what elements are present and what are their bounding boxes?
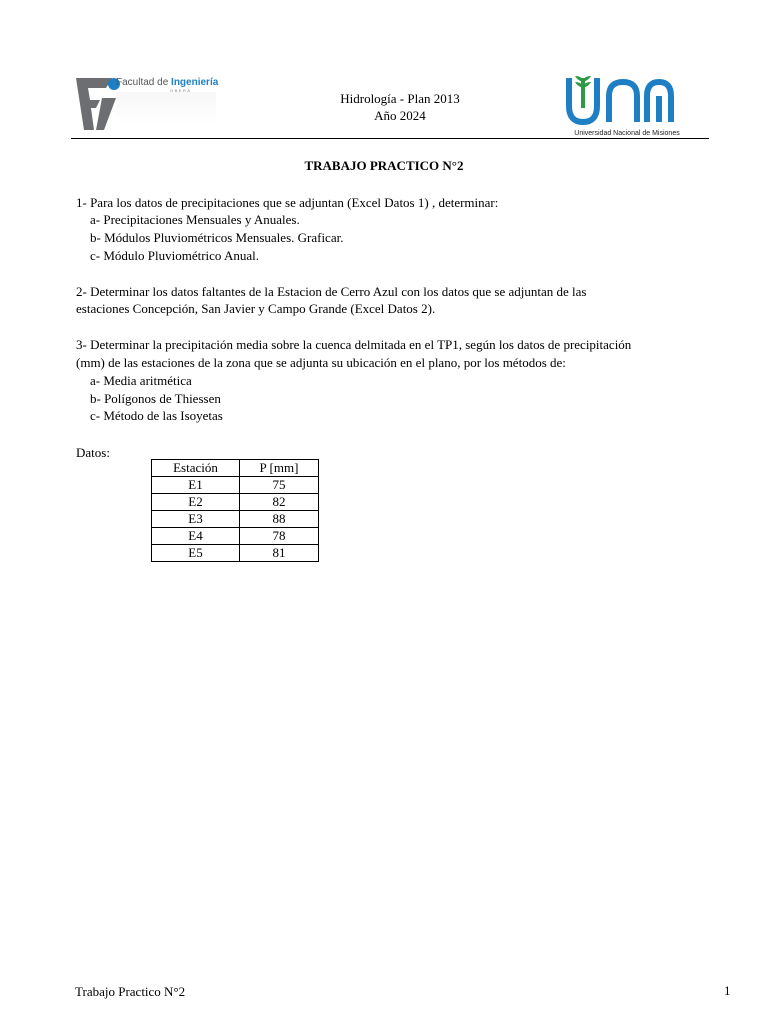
- faculty-logo-band: [116, 92, 216, 124]
- item3-line2: (mm) de las estaciones de la zona que se adjunta su ubicación en el plano, por los métodos de:: [76, 355, 566, 370]
- page-title: TRABAJO PRACTICO N°2: [304, 158, 464, 173]
- table-cell-station: E5: [152, 545, 240, 562]
- table-row: [152, 477, 319, 494]
- header-divider: [71, 138, 709, 139]
- item1-sub-a: a- Precipitaciones Mensuales y Anuales.: [90, 212, 300, 227]
- table-cell-station: E3: [152, 511, 240, 528]
- item2-line1: 2- Determinar los datos faltantes de la Estacion de Cerro Azul con los datos que se adjuntan de las: [76, 284, 587, 299]
- item3-sub-a: a- Media aritmética: [90, 373, 192, 388]
- header-year: Año 2024: [374, 108, 426, 123]
- item3-line1: 3- Determinar la precipitación media sobre la cuenca delmitada en el TP1, según los datos de precipitación: [76, 337, 632, 352]
- faculty-logo-sub: OBERÁ: [170, 88, 192, 93]
- faculty-logo-text: Facultad de Ingeniería: [116, 77, 219, 88]
- datos-label: Datos:: [76, 445, 110, 460]
- university-logo: [563, 74, 689, 126]
- item3-sub-c: c- Método de las Isoyetas: [90, 408, 223, 423]
- item3-sub-b: b- Polígonos de Thiessen: [90, 391, 221, 406]
- page-number: 1: [724, 983, 731, 998]
- item1-sub-b: b- Módulos Pluviométricos Mensuales. Graficar.: [90, 230, 344, 245]
- item1-sub-c: c- Módulo Pluviométrico Anual.: [90, 248, 259, 263]
- header-course: Hidrología - Plan 2013: [340, 91, 460, 106]
- table-header-row: [152, 460, 319, 477]
- table-header-station: Estación: [152, 460, 240, 477]
- table-row: [152, 545, 319, 562]
- table-cell-precip: 88: [240, 511, 319, 528]
- university-caption: Universidad Nacional de Misiones: [574, 130, 680, 137]
- table-cell-station: E1: [152, 477, 240, 494]
- table-row: [152, 494, 319, 511]
- item2-line2: estaciones Concepción, San Javier y Campo Grande (Excel Datos 2).: [76, 301, 436, 316]
- footer-title: Trabajo Practico N°2: [75, 984, 186, 999]
- table-cell-precip: 78: [240, 528, 319, 545]
- stations-table: [151, 459, 319, 562]
- table-cell-station: E4: [152, 528, 240, 545]
- table-cell-precip: 75: [240, 477, 319, 494]
- table-cell-station: E2: [152, 494, 240, 511]
- table-cell-precip: 82: [240, 494, 319, 511]
- item1-text: 1- Para los datos de precipitaciones que se adjuntan (Excel Datos 1) , determinar:: [76, 195, 499, 210]
- table-row: [152, 528, 319, 545]
- table-row: [152, 511, 319, 528]
- table-cell-precip: 81: [240, 545, 319, 562]
- table-header-precip: P [mm]: [240, 460, 319, 477]
